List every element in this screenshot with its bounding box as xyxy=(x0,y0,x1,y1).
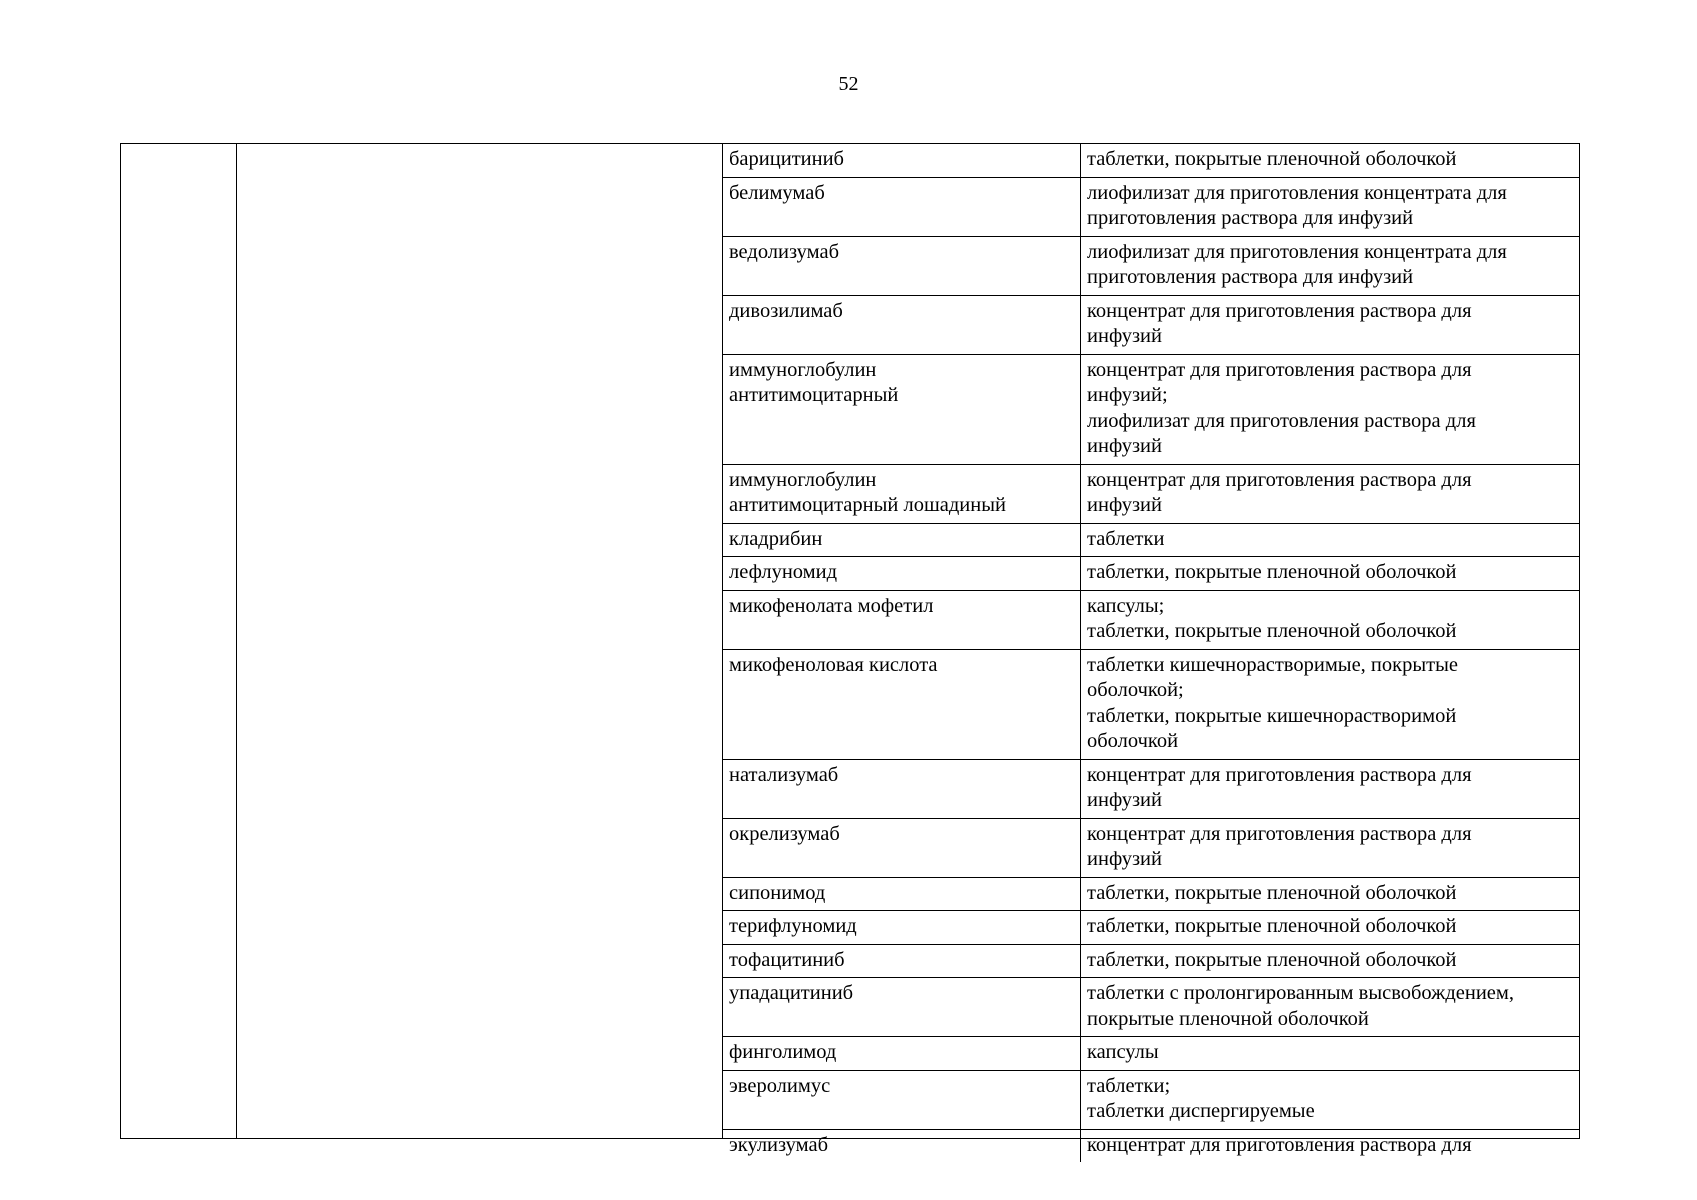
dosage-form-cell: таблетки с пролонгированным высвобождением, покрытые пленочной оболочкой xyxy=(1087,982,1514,1030)
dosage-form-cell: таблетки, покрытые пленочной оболочкой xyxy=(1087,561,1457,583)
drug-name-cell: барицитиниб xyxy=(723,144,1081,177)
dosage-form-cell: лиофилизат для приготовления концентрата для приготовления раствора для инфузий xyxy=(1087,181,1507,229)
dosage-form-cell: таблетки, покрытые пленочной оболочкой xyxy=(1087,915,1457,937)
drug-name-cell: кладрибин xyxy=(723,524,1081,557)
drug-name-cell: дивозилимаб xyxy=(723,296,1081,354)
drug-name-cell: белимумаб xyxy=(723,178,1081,236)
table-row xyxy=(723,178,1579,237)
drug-name-cell: микофенолата мофетил xyxy=(723,591,1081,649)
dosage-form-cell: таблетки, покрытые пленочной оболочкой xyxy=(1087,881,1457,904)
drug-name-cell: сипонимод xyxy=(723,878,1081,911)
table-row xyxy=(723,878,1579,912)
drug-name-cell: терифлуномид xyxy=(723,911,1081,944)
dosage-form-cell: концентрат для приготовления раствора для инфузий xyxy=(1087,763,1472,811)
table-row xyxy=(723,296,1579,355)
drug-name-cell: окрелизумаб xyxy=(723,819,1081,877)
drug-rows xyxy=(723,144,1579,1162)
table-row xyxy=(723,1037,1579,1071)
drug-name-cell: финголимод xyxy=(723,1037,1081,1070)
table-row xyxy=(723,650,1579,760)
dosage-form-cell: таблетки, покрытые пленочной оболочкой xyxy=(1087,148,1457,170)
atc-group-column xyxy=(237,144,723,1138)
table-row xyxy=(723,144,1579,178)
dosage-form-cell: концентрат для приготовления раствора для инфузий xyxy=(1087,299,1472,347)
drug-name-cell: лефлуномид xyxy=(723,557,1081,590)
atc-code-column xyxy=(121,144,237,1138)
dosage-form-cell: таблетки; таблетки диспергируемые xyxy=(1087,1074,1315,1122)
table-row xyxy=(723,945,1579,979)
dosage-form-cell: лиофилизат для приготовления концентрата для приготовления раствора для инфузий xyxy=(1087,240,1507,288)
drug-name-cell: эверолимус xyxy=(723,1071,1081,1129)
table-row xyxy=(723,591,1579,650)
dosage-form-cell: концентрат для приготовления раствора для инфузий xyxy=(1087,822,1472,870)
drug-name-cell: иммуноглобулин антитимоцитарный xyxy=(723,355,1081,464)
page-number: 52 xyxy=(838,73,859,95)
dosage-form-cell: концентрат для приготовления раствора для xyxy=(1087,1133,1472,1156)
drug-name-cell: иммуноглобулин антитимоцитарный лошадиный xyxy=(723,465,1081,523)
drug-name-cell: натализумаб xyxy=(723,760,1081,818)
table-row xyxy=(723,911,1579,945)
table-row xyxy=(723,355,1579,465)
dosage-form-cell: таблетки, покрытые пленочной оболочкой xyxy=(1087,948,1457,971)
drug-name-cell: ведолизумаб xyxy=(723,237,1081,295)
table-row xyxy=(723,557,1579,591)
dosage-form-cell: таблетки кишечнорастворимые, покрытые оболочкой; таблетки, покрытые кишечнорастворимой оболочкой xyxy=(1087,653,1458,752)
drug-name-cell: экулизумаб xyxy=(723,1130,1081,1163)
table-row xyxy=(723,1071,1579,1130)
table-row xyxy=(723,978,1579,1037)
table-row xyxy=(723,524,1579,558)
drug-name-cell: тофацитиниб xyxy=(723,945,1081,978)
dosage-form-cell: концентрат для приготовления раствора для инфузий; лиофилизат для приготовления раствора для инфузий xyxy=(1087,358,1476,457)
drug-name-cell: микофеноловая кислота xyxy=(723,650,1081,759)
table-row xyxy=(723,465,1579,524)
drug-table xyxy=(120,143,1580,1156)
drug-name-cell: упадацитиниб xyxy=(723,978,1081,1036)
table-row xyxy=(723,237,1579,296)
table-row xyxy=(723,1130,1579,1163)
dosage-form-cell: капсулы xyxy=(1087,1041,1159,1063)
table-row xyxy=(723,760,1579,819)
dosage-form-cell: капсулы; таблетки, покрытые пленочной оболочкой xyxy=(1087,594,1457,642)
table-row xyxy=(723,819,1579,878)
dosage-form-cell: таблетки xyxy=(1087,527,1165,550)
dosage-form-cell: концентрат для приготовления раствора для инфузий xyxy=(1087,468,1472,516)
